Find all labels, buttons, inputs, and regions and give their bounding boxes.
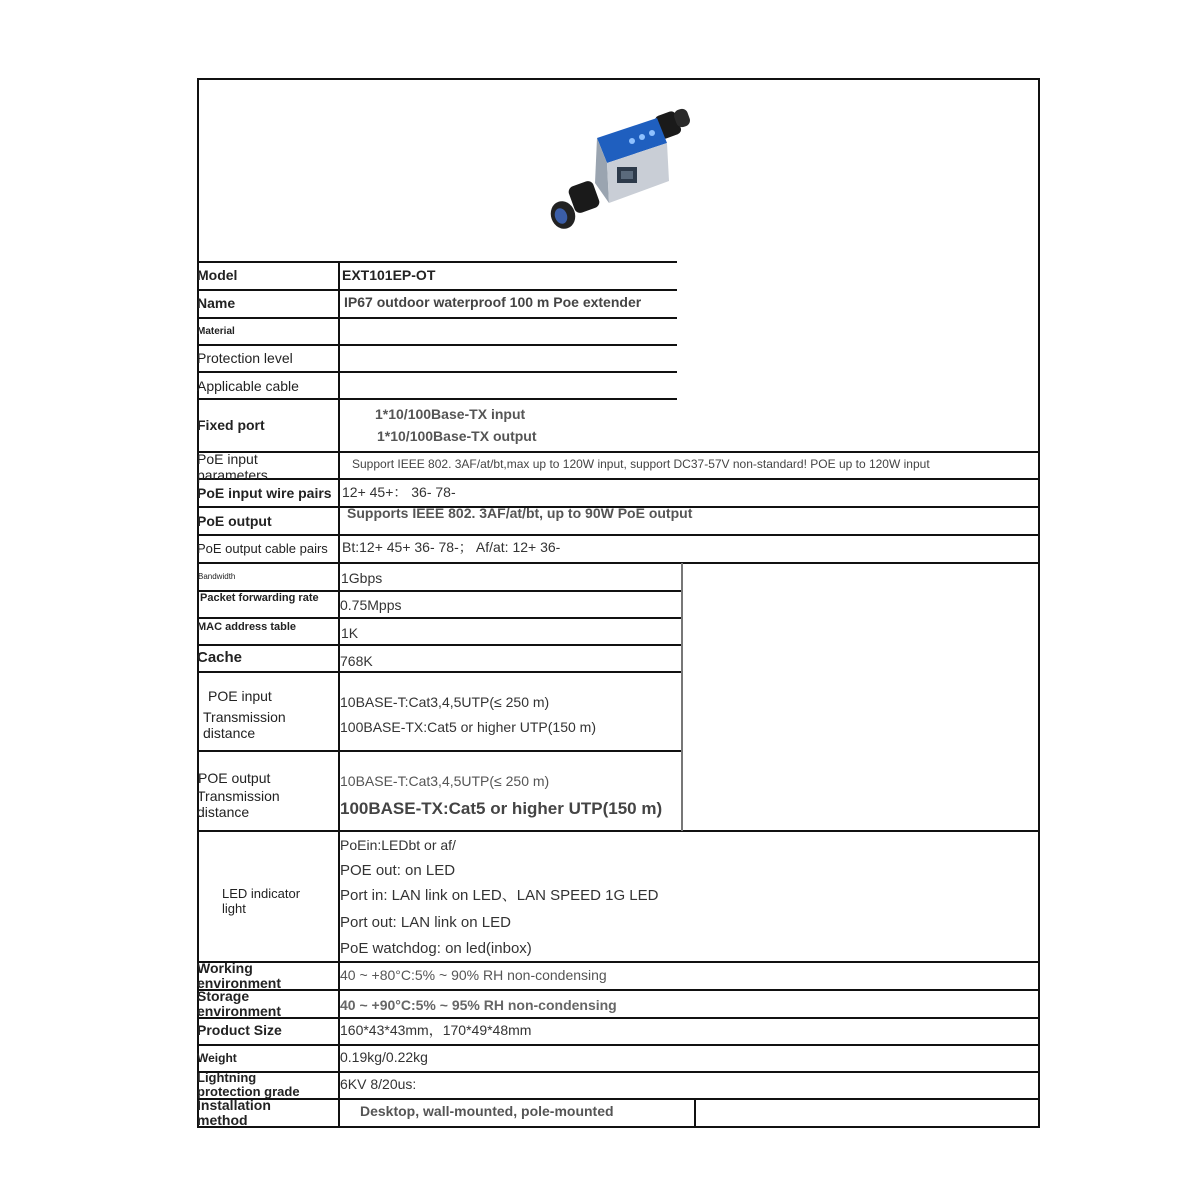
poe-input-params-label-1: PoE input: [197, 451, 258, 467]
frame-bottom: [197, 1126, 1040, 1128]
material-label: Material: [197, 326, 235, 337]
installation-value: Desktop, wall-mounted, pole-mounted: [360, 1103, 614, 1119]
poe-out-distance-label-2: Transmission: [197, 788, 280, 804]
cable-label: Applicable cable: [197, 378, 299, 394]
poe-out-distance-value-2: 100BASE-TX:Cat5 or higher UTP(150 m): [340, 799, 663, 818]
led-value-1: PoEin:LEDbt or af/: [340, 837, 456, 853]
frame-top: [197, 78, 1040, 80]
poe-in-distance-value-2: 100BASE-TX:Cat5 or higher UTP(150 m): [340, 719, 596, 735]
fixed-port-value-1: 1*10/100Base-TX input: [375, 406, 526, 422]
size-label: Product Size: [197, 1022, 282, 1038]
poe-in-distance-label-3: distance: [203, 725, 256, 741]
bandwidth-value: 1Gbps: [341, 570, 383, 586]
storage-env-label-2: environment: [197, 1003, 282, 1019]
storage-env-label-1: Storage: [197, 988, 250, 1004]
fixed-port-label: Fixed port: [197, 417, 265, 433]
poe-input-params-value: Support IEEE 802. 3AF/at/bt,max up to 120W input, support DC37-57V non-standard! POE up to 120W input: [352, 457, 930, 471]
led-label-2: light: [222, 901, 246, 916]
model-value: EXT101EP-OT: [342, 267, 436, 283]
product-image: [537, 103, 707, 233]
name-value: IP67 outdoor waterproof 100 m Poe extender: [344, 294, 642, 310]
working-env-label-2: environment: [197, 975, 282, 991]
poe-input-pairs-value: 12+ 45+： 36- 78-: [342, 484, 456, 500]
spec-sheet: [197, 78, 1040, 1128]
poe-input-pairs-label: PoE input wire pairs: [197, 485, 332, 501]
led-value-3: Port in: LAN link on LED、LAN SPEED 1G LED: [340, 887, 659, 904]
poe-out-distance-label-1: POE output: [198, 770, 271, 786]
bandwidth-label: Bandwidth: [198, 572, 236, 581]
protection-label: Protection level: [197, 350, 293, 366]
forwarding-value: 0.75Mpps: [340, 597, 402, 613]
cache-label: Cache: [197, 649, 243, 666]
poe-in-distance-label-2: Transmission: [203, 709, 286, 725]
model-label: Model: [197, 267, 238, 283]
poe-output-label: PoE output: [197, 513, 272, 529]
weight-label: Weight: [197, 1051, 237, 1065]
installation-label-2: method: [197, 1112, 248, 1128]
working-env-label-1: Working: [197, 960, 253, 976]
working-env-value: 40 ~ +80°C:5% ~ 90% RH non-condensing: [340, 967, 607, 983]
poe-in-distance-label-1: POE input: [208, 688, 272, 704]
led-value-4: Port out: LAN link on LED: [340, 914, 511, 931]
lightning-label-1: Lightning: [197, 1070, 257, 1085]
storage-env-value: 40 ~ +90°C:5% ~ 95% RH non-condensing: [340, 997, 617, 1013]
installation-label-1: Installation: [197, 1097, 271, 1113]
size-value: 160*43*43mm，170*49*48mm: [340, 1022, 532, 1038]
poe-out-distance-value-1: 10BASE-T:Cat3,4,5UTP(≤ 250 m): [340, 773, 550, 789]
mac-label: MAC address table: [197, 621, 297, 633]
led-label-1: LED indicator: [222, 886, 301, 901]
poe-output-pairs-label: PoE output cable pairs: [197, 541, 328, 556]
cache-value: 768K: [340, 653, 373, 669]
poe-in-distance-value-1: 10BASE-T:Cat3,4,5UTP(≤ 250 m): [340, 694, 550, 710]
led-value-2: POE out: on LED: [340, 862, 456, 879]
cable-gland-left: [547, 179, 601, 232]
mac-value: 1K: [341, 625, 359, 641]
lightning-label-2: protection grade: [197, 1084, 300, 1099]
poe-input-params-label-2: parameters: [197, 467, 268, 483]
poe-output-pairs-value: Bt:12+ 45+ 36- 78-； Af/at: 12+ 36-: [342, 539, 561, 555]
forwarding-label: Packet forwarding rate: [200, 592, 319, 604]
frame-right: [1038, 78, 1040, 1128]
led-value-5: PoE watchdog: on led(inbox): [340, 940, 532, 957]
name-label: Name: [197, 295, 236, 311]
poe-out-distance-label-3: distance: [197, 804, 250, 820]
weight-value: 0.19kg/0.22kg: [340, 1049, 428, 1065]
poe-output-value: Supports IEEE 802. 3AF/at/bt, up to 90W PoE output: [347, 505, 693, 521]
fixed-port-value-2: 1*10/100Base-TX output: [377, 428, 537, 444]
lightning-value: 6KV 8/20us:: [340, 1076, 417, 1092]
